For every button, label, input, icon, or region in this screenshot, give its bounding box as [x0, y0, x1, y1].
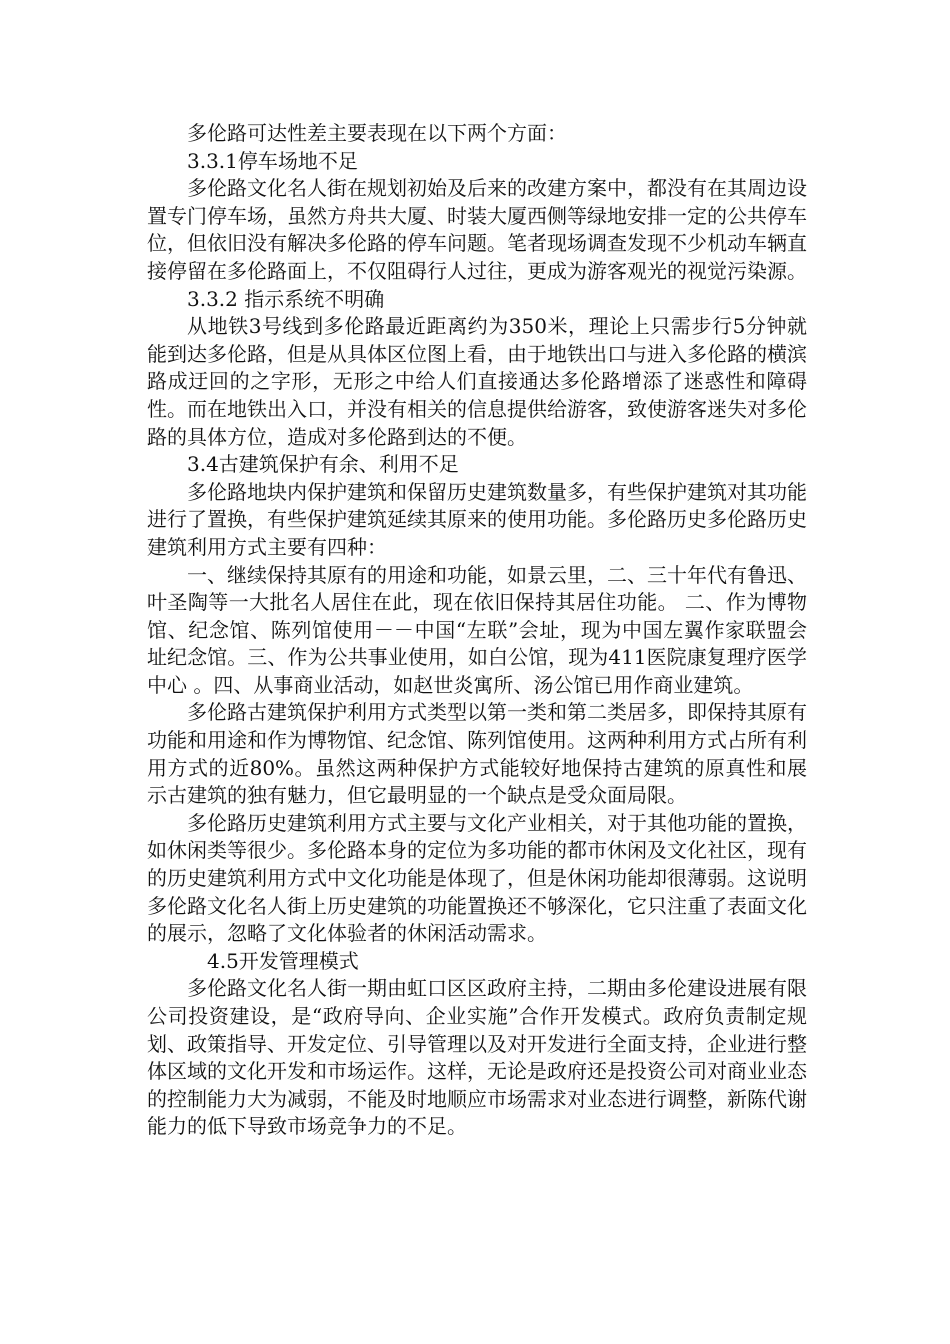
heading-3-4: 3.4古建筑保护有余、利用不足	[187, 452, 459, 477]
paragraph-cultural-industry: 多伦路历史建筑利用方式主要与文化产业相关，对于其他功能的置换，如休闲类等很少。多伦路本身的定位为多功能的都市休闲及文化社区，现有的历史建筑利用方式中文化功能是体现了，但是休闲功能却很薄弱。这说明多伦路文化名人街上历史建筑的功能置换还不够深化，它只注重了表面文化的展示，忽略了文化体验者的休闲活动需求。	[147, 810, 807, 946]
paragraph-parking: 多伦路文化名人街在规划初始及后来的改建方案中，都没有在其周边设置专门停车场，虽然方舟共大厦、时装大厦西侧等绿地安排一定的公共停车位，但依旧没有解决多伦路的停车问题。笔者现场调查发现不少机动车辆直接停留在多伦路面上，不仅阻碍行人过往，更成为游客观光的视觉污染源。	[147, 176, 807, 283]
paragraph-intro: 多伦路可达性差主要表现在以下两个方面：	[187, 121, 567, 145]
paragraph-usage-types: 多伦路古建筑保护利用方式类型以第一类和第二类居多，即保持其原有功能和用途和作为博物馆、纪念馆、陈列馆使用。这两种利用方式占所有利用方式的近80%。虽然这两种保护方式能较好地保持古建筑的原真性和展示古建筑的独有魅力，但它最明显的一个缺点是受众面局限。	[147, 700, 807, 808]
paragraph-preservation: 多伦路地块内保护建筑和保留历史建筑数量多，有些保护建筑对其功能进行了置换，有些保护建筑延续其原来的使用功能。多伦路历史多伦路历史建筑利用方式主要有四种：	[147, 479, 807, 559]
paragraph-signage: 从地铁3号线到多伦路最近距离约为350米，理论上只需步行5分钟就能到达多伦路，但是从具体区位图上看，由于地铁出口与进入多伦路的横滨路成迂回的之字形，无形之中给人们直接通达多伦路增添了迷惑性和障碍性。而在地铁出入口，并没有相关的信息提供给游客，致使游客迷失对多伦路的具体方位，造成对多伦路到达的不便。	[147, 314, 807, 449]
heading-3-3-1: 3.3.1停车场地不足	[187, 148, 358, 173]
heading-4-5: 4.5开发管理模式	[207, 948, 359, 973]
document-page	[147, 120, 807, 1141]
paragraph-four-uses: 一、继续保持其原有的用途和功能，如景云里，二、三十年代有鲁迅、叶圣陶等一大批名人居住在此，现在依旧保持其居住功能。 二、作为博物馆、纪念馆、陈列馆使用－－中国“左联”会址，现为中国左翼作家联盟会址纪念馆。三、作为公共事业使用，如白公馆，现为411医院康复理疗医学中心 。四、从事商业活动，如赵世炎寓所、汤公馆已用作商业建筑。	[147, 562, 807, 697]
heading-3-3-2: 3.3.2 指示系统不明确	[187, 286, 385, 311]
paragraph-management-model: 多伦路文化名人街一期由虹口区区政府主持，二期由多伦建设进展有限公司投资建设，是“政府导向、企业实施”合作开发模式。政府负责制定规划、政策指导、开发定位、引导管理以及对开发进行全面支持，企业进行整体区域的文化开发和市场运作。这样，无论是政府还是投资公司对商业业态的控制能力大为减弱，不能及时地顺应市场需求对业态进行调整，新陈代谢能力的低下导致市场竞争力的不足。	[147, 976, 807, 1139]
